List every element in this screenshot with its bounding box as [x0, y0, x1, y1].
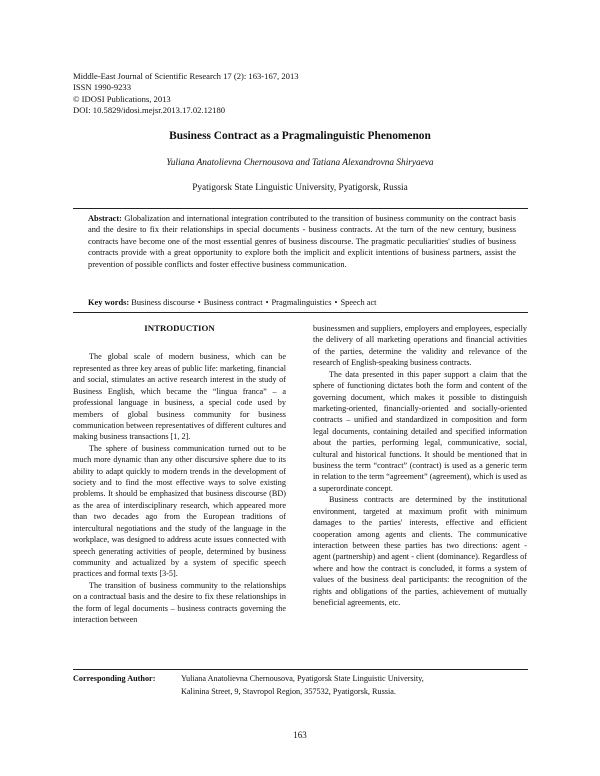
- author-affiliation: Pyatigorsk State Linguistic University, Pyatigorsk, Russia: [192, 183, 408, 193]
- keyword: Speech act: [340, 298, 377, 307]
- keyword-separator: •: [197, 298, 201, 307]
- keywords: [88, 297, 528, 308]
- keywords-bottom-rule: [73, 312, 528, 313]
- paper-authors: Yuliana Anatolievna Chernousova and Tatiana Alexandrovna Shiryaeva: [166, 158, 434, 168]
- body-paragraph-continuation: businessmen and suppliers, employers and employees, especially the delivery of all marketing operations and financial activities of the parties, determine the validity and relevance of the research of English-speaking business contracts.: [313, 324, 527, 368]
- issn: ISSN 1990-9233: [73, 82, 132, 93]
- corresponding-author-line: Yuliana Anatolievna Chernousova, Pyatigorsk State Linguistic University,: [181, 674, 424, 683]
- corresponding-author-label: Corresponding Author:: [73, 674, 156, 683]
- left-column: [73, 323, 286, 626]
- body-paragraph: The global scale of modern business, which can be represented as three key areas of public life: marketing, financial and social, stimulates an active research interest in the study of Business English, which became the “lingua franca” – a professional language in business, a special code used by members of global business community for business communication between representatives of different cultures and making business transactions [1, 2].: [73, 352, 286, 442]
- keyword: Business contract: [203, 298, 263, 307]
- abstract: [88, 213, 516, 270]
- keywords-label: Key words:: [88, 298, 130, 307]
- keyword: Business discourse: [131, 298, 195, 307]
- corresponding-author-line: Kalinina Street, 9, Stavropol Region, 357532, Pyatigorsk, Russia.: [181, 686, 396, 696]
- paper-title: Business Contract as a Pragmalinguistic Phenomenon: [169, 130, 431, 142]
- body-paragraph: The data presented in this paper support a claim that the sphere of functioning dictates both the form and content of the governing document, which makes it possible to distinguish marketing-oriented, financially-oriented and socially-oriented contracts – unified and standardized in composition and form legal documents, containing detailed and specified information about the parties, performing legal, communicative, social, cultural and historical functions. It should be mentioned that in business the term “contract” (contract) is used as a generic term in relation to the term “agreement” (agreement), which is used as a superordinate concept.: [313, 369, 527, 493]
- copyright: © IDOSI Publications, 2013: [73, 93, 171, 104]
- footnote-rule: [73, 669, 528, 670]
- keyword-separator: •: [265, 298, 269, 307]
- body-paragraph: The sphere of business communication turned out to be much more dynamic than any other discursive sphere due to its ability to adapt quickly to modern trends in the development of society and to find the most effective ways to solve existing problems. It should be emphasized that business discourse (BD) as the area of interdisciplinary research, which appeared more than two decades ago from the European traditions of intercultural negotiations and the study of the language in the workplace, was designed to address acute issues connected with speech generating activities of people, determined by business community and actualized by a system of specific speech practices and formal texts [3-5].: [73, 443, 286, 579]
- abstract-text: Globalization and international integration contributed to the transition of business community on the contract basis and the desire to fix their relationships in special documents - business contracts. At the turn of the new century, business contracts have become one of the most essential genres of business discourse. The pragmatic peculiarities' studies of business contracts provide with a great opportunity to explore both the implicit and explicit intentions of business partners, assist the prevention of possible conflicts and foster effective business communication.: [88, 214, 516, 269]
- corresponding-author-details: [181, 673, 526, 698]
- right-column: [313, 323, 527, 609]
- abstract-top-rule: [73, 208, 528, 209]
- abstract-label: Abstract:: [88, 214, 122, 223]
- keyword: Pragmalinguistics: [271, 298, 332, 307]
- journal-header: [73, 71, 299, 117]
- section-heading: INTRODUCTION: [144, 323, 215, 333]
- journal-citation: Middle-East Journal of Scientific Research 17 (2): 163-167, 2013: [73, 71, 299, 81]
- keyword-separator: •: [334, 298, 338, 307]
- doi: DOI: 10.5829/idosi.mejsr.2013.17.02.12180: [73, 105, 226, 116]
- page-number: 163: [293, 730, 307, 740]
- body-paragraph: Business contracts are determined by the institutional environment, targeted at maximum profit with minimum damages to the parties' interests, effective and efficient cooperation among agents and clients. The communicative interaction between these parties has two directions: agent - agent (partnership) and agent - client (dominance). Regardless of where and how the contract is concluded, it forms a system of values of the business deal participants: the recognition of the rights and obligations of the parties, achievement of mutually beneficial agreements, etc.: [313, 495, 527, 608]
- body-paragraph: The transition of business community to the relationships on a contractual basis and the desire to fix these relationships in the form of legal documents – business contracts governing the interaction between: [73, 580, 286, 625]
